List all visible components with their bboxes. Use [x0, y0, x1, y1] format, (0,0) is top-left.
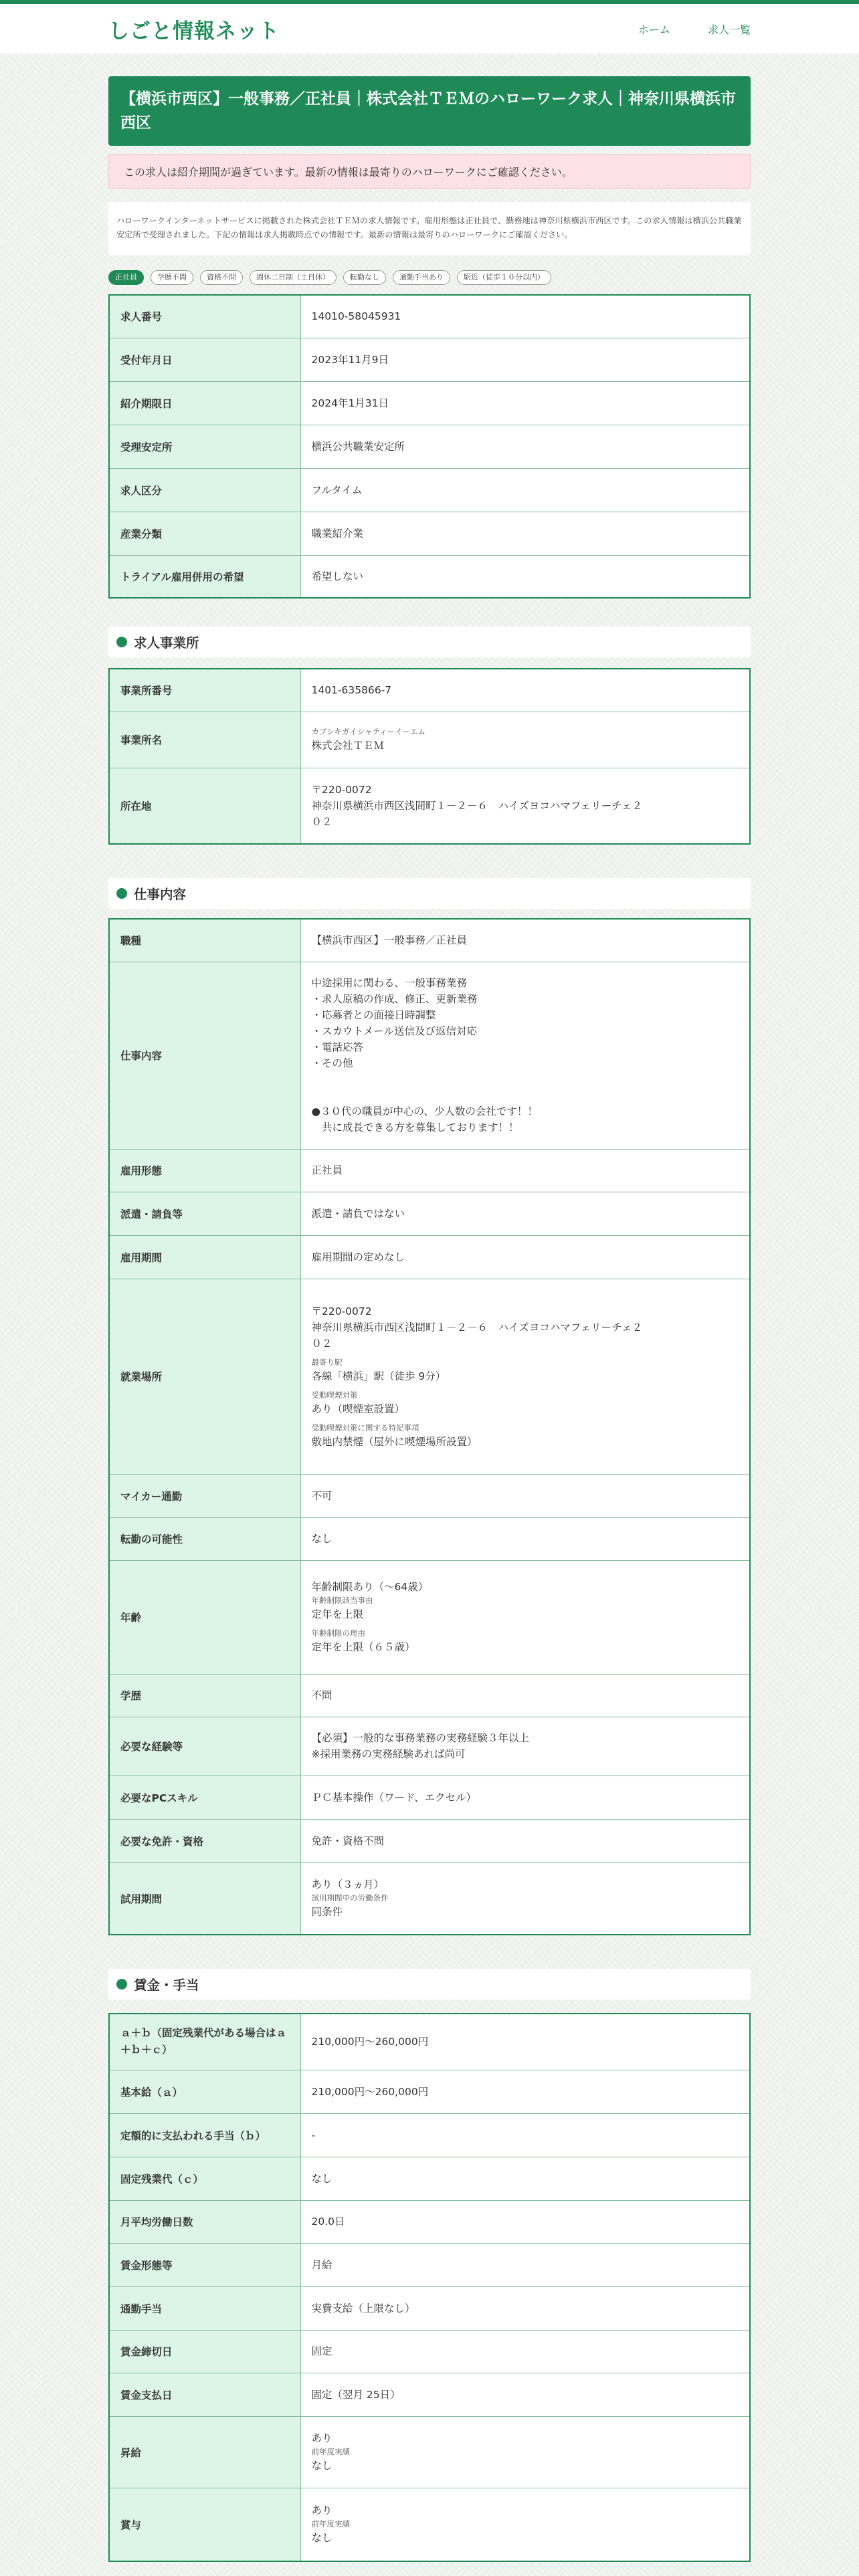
table-row — [109, 669, 750, 712]
table-row — [109, 1560, 750, 1674]
row-label: 所在地 — [109, 768, 300, 844]
section-office-title — [108, 627, 751, 657]
row-label: 事業所名 — [109, 712, 300, 768]
section-job-title — [108, 878, 751, 909]
row-label: 賃金締切日 — [109, 2330, 300, 2373]
work-days: 20.0日 — [300, 2200, 750, 2243]
table-row — [109, 1474, 750, 1517]
section-job-label: 仕事内容 — [134, 887, 187, 902]
table-row — [109, 2070, 750, 2113]
tag-holiday: 週休二日制（土日休） — [250, 270, 337, 285]
row-label: 就業場所 — [109, 1279, 300, 1474]
table-row — [109, 1674, 750, 1717]
trial-cond-label: 試用期間中の労働条件 — [311, 1893, 389, 1903]
table-row — [109, 1517, 750, 1560]
content-line: ・求人原稿の作成、修正、更新業務 — [311, 993, 478, 1005]
row-label: 雇用形態 — [109, 1149, 300, 1192]
basic-info-table — [108, 294, 751, 599]
table-row — [109, 1149, 750, 1192]
workplace-zip: 〒220-0072 — [311, 1305, 372, 1317]
row-label: 月平均労働日数 — [109, 2200, 300, 2243]
table-row — [109, 425, 750, 468]
expired-alert-text: この求人は紹介期間が過ぎています。最新の情報は最寄りのハローワークにご確認ください。 — [124, 165, 573, 179]
education: 不問 — [300, 1674, 750, 1717]
office-zip: 〒220-0072 — [311, 783, 372, 796]
station-label: 最寄り駅 — [311, 1357, 343, 1367]
row-label: 必要なPCスキル — [109, 1776, 300, 1819]
transfer: なし — [300, 1517, 750, 1560]
age — [300, 1560, 750, 1674]
age-reason-label: 年齢制限該当事由 — [311, 1596, 373, 1605]
dispatch: 派遣・請負ではない — [300, 1192, 750, 1235]
row-label: 求人番号 — [109, 295, 300, 338]
wage-table — [108, 2013, 751, 2562]
row-label: 紹介期限日 — [109, 381, 300, 425]
table-row — [109, 2330, 750, 2373]
office-number: 1401-635866-7 — [300, 669, 750, 712]
top-bar — [0, 0, 859, 53]
experience-required: 【必須】一般的な事務業務の実務経験３年以上 — [311, 1732, 530, 1744]
row-value: フルタイム — [300, 468, 750, 512]
raise-sub: なし — [311, 2460, 332, 2472]
table-row — [109, 2157, 750, 2200]
row-value: 2023年11月9日 — [300, 338, 750, 381]
table-row — [109, 2243, 750, 2286]
table-row — [109, 2286, 750, 2330]
table-row — [109, 2113, 750, 2157]
row-label: 賞与 — [109, 2488, 300, 2561]
row-label: 職種 — [109, 919, 300, 962]
table-row — [109, 2014, 750, 2070]
wage-overtime: なし — [300, 2157, 750, 2200]
closing-day: 固定 — [300, 2330, 750, 2373]
table-row — [109, 768, 750, 844]
row-value: 横浜公共職業安定所 — [300, 425, 750, 468]
row-label: 派遣・請負等 — [109, 1192, 300, 1235]
page-title: 【横浜市西区】一般事務／正社員｜株式会社ＴＥＭのハローワーク求人｜神奈川県横浜市西区 — [108, 76, 751, 146]
office-address: 神奈川県横浜市西区浅間町１－２－６ ハイズヨコハマフェリーチェ２０２ — [311, 799, 643, 828]
workplace — [300, 1279, 750, 1474]
row-label: 雇用期間 — [109, 1235, 300, 1279]
content-note: ●３０代の職員が中心の、少人数の会社です！！ — [311, 1105, 538, 1117]
row-label: 年齢 — [109, 1560, 300, 1674]
nav-home-link[interactable]: ホーム — [638, 23, 670, 36]
table-row — [109, 1776, 750, 1819]
table-row — [109, 381, 750, 425]
row-label: 必要な経験等 — [109, 1717, 300, 1776]
tag-license: 資格不問 — [200, 270, 243, 285]
workplace-address: 神奈川県横浜市西区浅間町１－２－６ ハイズヨコハマフェリーチェ２０２ — [311, 1321, 643, 1350]
job-table — [108, 918, 751, 1935]
nav-job-list-link[interactable]: 求人一覧 — [707, 23, 751, 36]
row-label: 仕事内容 — [109, 962, 300, 1149]
row-label: 固定残業代（ｃ） — [109, 2157, 300, 2200]
job-content — [300, 962, 750, 1149]
table-row — [109, 512, 750, 555]
station: 各線「横浜」駅（徒歩 9分） — [311, 1370, 446, 1382]
wage-base: 210,000円〜260,000円 — [300, 2070, 750, 2113]
row-label: 事業所番号 — [109, 669, 300, 712]
employment: 正社員 — [300, 1149, 750, 1192]
table-row — [109, 338, 750, 381]
wage-regular: - — [300, 2113, 750, 2157]
table-row — [109, 2373, 750, 2416]
tag-commute: 通勤手当あり — [393, 270, 450, 285]
tag-transfer: 転勤なし — [343, 270, 386, 285]
feature-tags — [108, 270, 751, 285]
smoke: あり（喫煙室設置） — [311, 1402, 405, 1415]
table-row — [109, 2488, 750, 2561]
bonus: あり — [311, 2504, 332, 2517]
table-row — [109, 1279, 750, 1474]
content-line: ・その他 — [311, 1057, 353, 1069]
trial: あり（３ヵ月） — [311, 1879, 385, 1891]
car: 不可 — [300, 1474, 750, 1517]
payday: 固定（翌月 25日） — [300, 2373, 750, 2416]
row-label: 賃金支払日 — [109, 2373, 300, 2416]
table-row — [109, 962, 750, 1149]
bullet-icon — [116, 888, 127, 899]
job-description: ハローワークインターネットサービスに掲載された株式会社ＴＥＭの求人情報です。雇用形態は正社員で、勤務地は神奈川県横浜市西区です。この求人情報は横浜公共職業安定所で受理されました。下記の情報は求人掲載時点での情報です。最新の情報は最寄りのハローワークにご確認ください。 — [108, 202, 751, 255]
bullet-icon — [116, 1979, 127, 1990]
row-label: 産業分類 — [109, 512, 300, 555]
table-row — [109, 295, 750, 338]
row-label: 定額的に支払われる手当（ｂ） — [109, 2113, 300, 2157]
row-label: 必要な免許・資格 — [109, 1819, 300, 1862]
row-value: 14010-58045931 — [300, 295, 750, 338]
content-note: 共に成長できる方を募集しております！！ — [311, 1121, 519, 1134]
wage-total: 210,000円〜260,000円 — [300, 2014, 750, 2070]
commute-allowance: 実費支給（上限なし） — [300, 2286, 750, 2330]
tag-employment: 正社員 — [108, 270, 144, 285]
table-row — [109, 1717, 750, 1776]
row-label: 受理安定所 — [109, 425, 300, 468]
wage-form: 月給 — [300, 2243, 750, 2286]
age-why: 定年を上限（６５歳） — [311, 1641, 415, 1653]
period: 雇用期間の定めなし — [300, 1235, 750, 1279]
row-label: 求人区分 — [109, 468, 300, 512]
table-row — [109, 712, 750, 768]
office-name: 株式会社ＴＥＭ — [311, 739, 385, 752]
content-line: 中途採用に関わる、一般事務業務 — [311, 977, 468, 989]
section-office-label: 求人事業所 — [134, 635, 199, 651]
section-wage-label: 賃金・手当 — [134, 1977, 199, 1993]
row-value: 希望しない — [300, 555, 750, 598]
bonus-sub: なし — [311, 2532, 332, 2545]
row-label: ａ＋ｂ（固定残業代がある場合はａ＋ｂ＋ｃ） — [109, 2014, 300, 2070]
pc-skill: ＰＣ基本操作（ワード、エクセル） — [300, 1776, 750, 1819]
table-row — [109, 2200, 750, 2243]
raise: あり — [311, 2432, 332, 2444]
age-reason: 定年を上限 — [311, 1608, 364, 1620]
bullet-icon — [116, 637, 127, 647]
table-row — [109, 1862, 750, 1935]
table-row — [109, 1235, 750, 1279]
table-row — [109, 1192, 750, 1235]
raise-sub-label: 前年度実績 — [311, 2447, 350, 2456]
site-logo[interactable]: しごと情報ネット — [108, 19, 280, 43]
trial-cond: 同条件 — [311, 1906, 343, 1919]
content-line: ・スカウトメール送信及び返信対応 — [311, 1025, 478, 1037]
experience-preferred: ※採用業務の実務経験あれば尚可 — [311, 1748, 466, 1760]
row-label: 試用期間 — [109, 1862, 300, 1935]
row-label: 通勤手当 — [109, 2286, 300, 2330]
table-row — [109, 555, 750, 598]
table-row — [109, 1819, 750, 1862]
table-row — [109, 468, 750, 512]
smoke-label: 受動喫煙対策 — [311, 1390, 358, 1400]
smoke-note-label: 受動喫煙対策に関する特記事項 — [311, 1422, 419, 1432]
row-label: 受付年月日 — [109, 338, 300, 381]
content-line: ・応募者との面接日時調整 — [311, 1009, 436, 1021]
section-wage-title — [108, 1969, 751, 2000]
occupation: 【横浜市西区】一般事務／正社員 — [300, 919, 750, 962]
age-limit: 年齢制限あり（～64歳） — [311, 1581, 429, 1593]
row-label: 基本給（ａ） — [109, 2070, 300, 2113]
row-label: 学歴 — [109, 1674, 300, 1717]
row-label: 賃金形態等 — [109, 2243, 300, 2286]
smoke-note: 敷地内禁煙（屋外に喫煙場所設置） — [311, 1435, 478, 1448]
table-row — [109, 919, 750, 962]
age-why-label: 年齢制限の理由 — [311, 1628, 365, 1638]
tag-station: 駅近（徒歩１０分以内） — [457, 270, 551, 285]
office-name-kana: カブシキガイシャティーイーエム — [311, 726, 426, 736]
row-label: トライアル雇用併用の希望 — [109, 555, 300, 598]
office-table — [108, 668, 751, 845]
row-label: 昇給 — [109, 2416, 300, 2488]
bonus-sub-label: 前年度実績 — [311, 2519, 350, 2529]
tag-education: 学歴不問 — [151, 270, 193, 285]
row-label: 転勤の可能性 — [109, 1517, 300, 1560]
main-content — [108, 53, 751, 2562]
expired-alert — [108, 154, 751, 189]
table-row — [109, 2416, 750, 2488]
content-line: ・電話応答 — [311, 1041, 364, 1053]
row-value: 2024年1月31日 — [300, 381, 750, 425]
row-label: マイカー通勤 — [109, 1474, 300, 1517]
main-nav — [638, 21, 751, 37]
license: 免許・資格不問 — [300, 1819, 750, 1862]
row-value: 職業紹介業 — [300, 512, 750, 555]
